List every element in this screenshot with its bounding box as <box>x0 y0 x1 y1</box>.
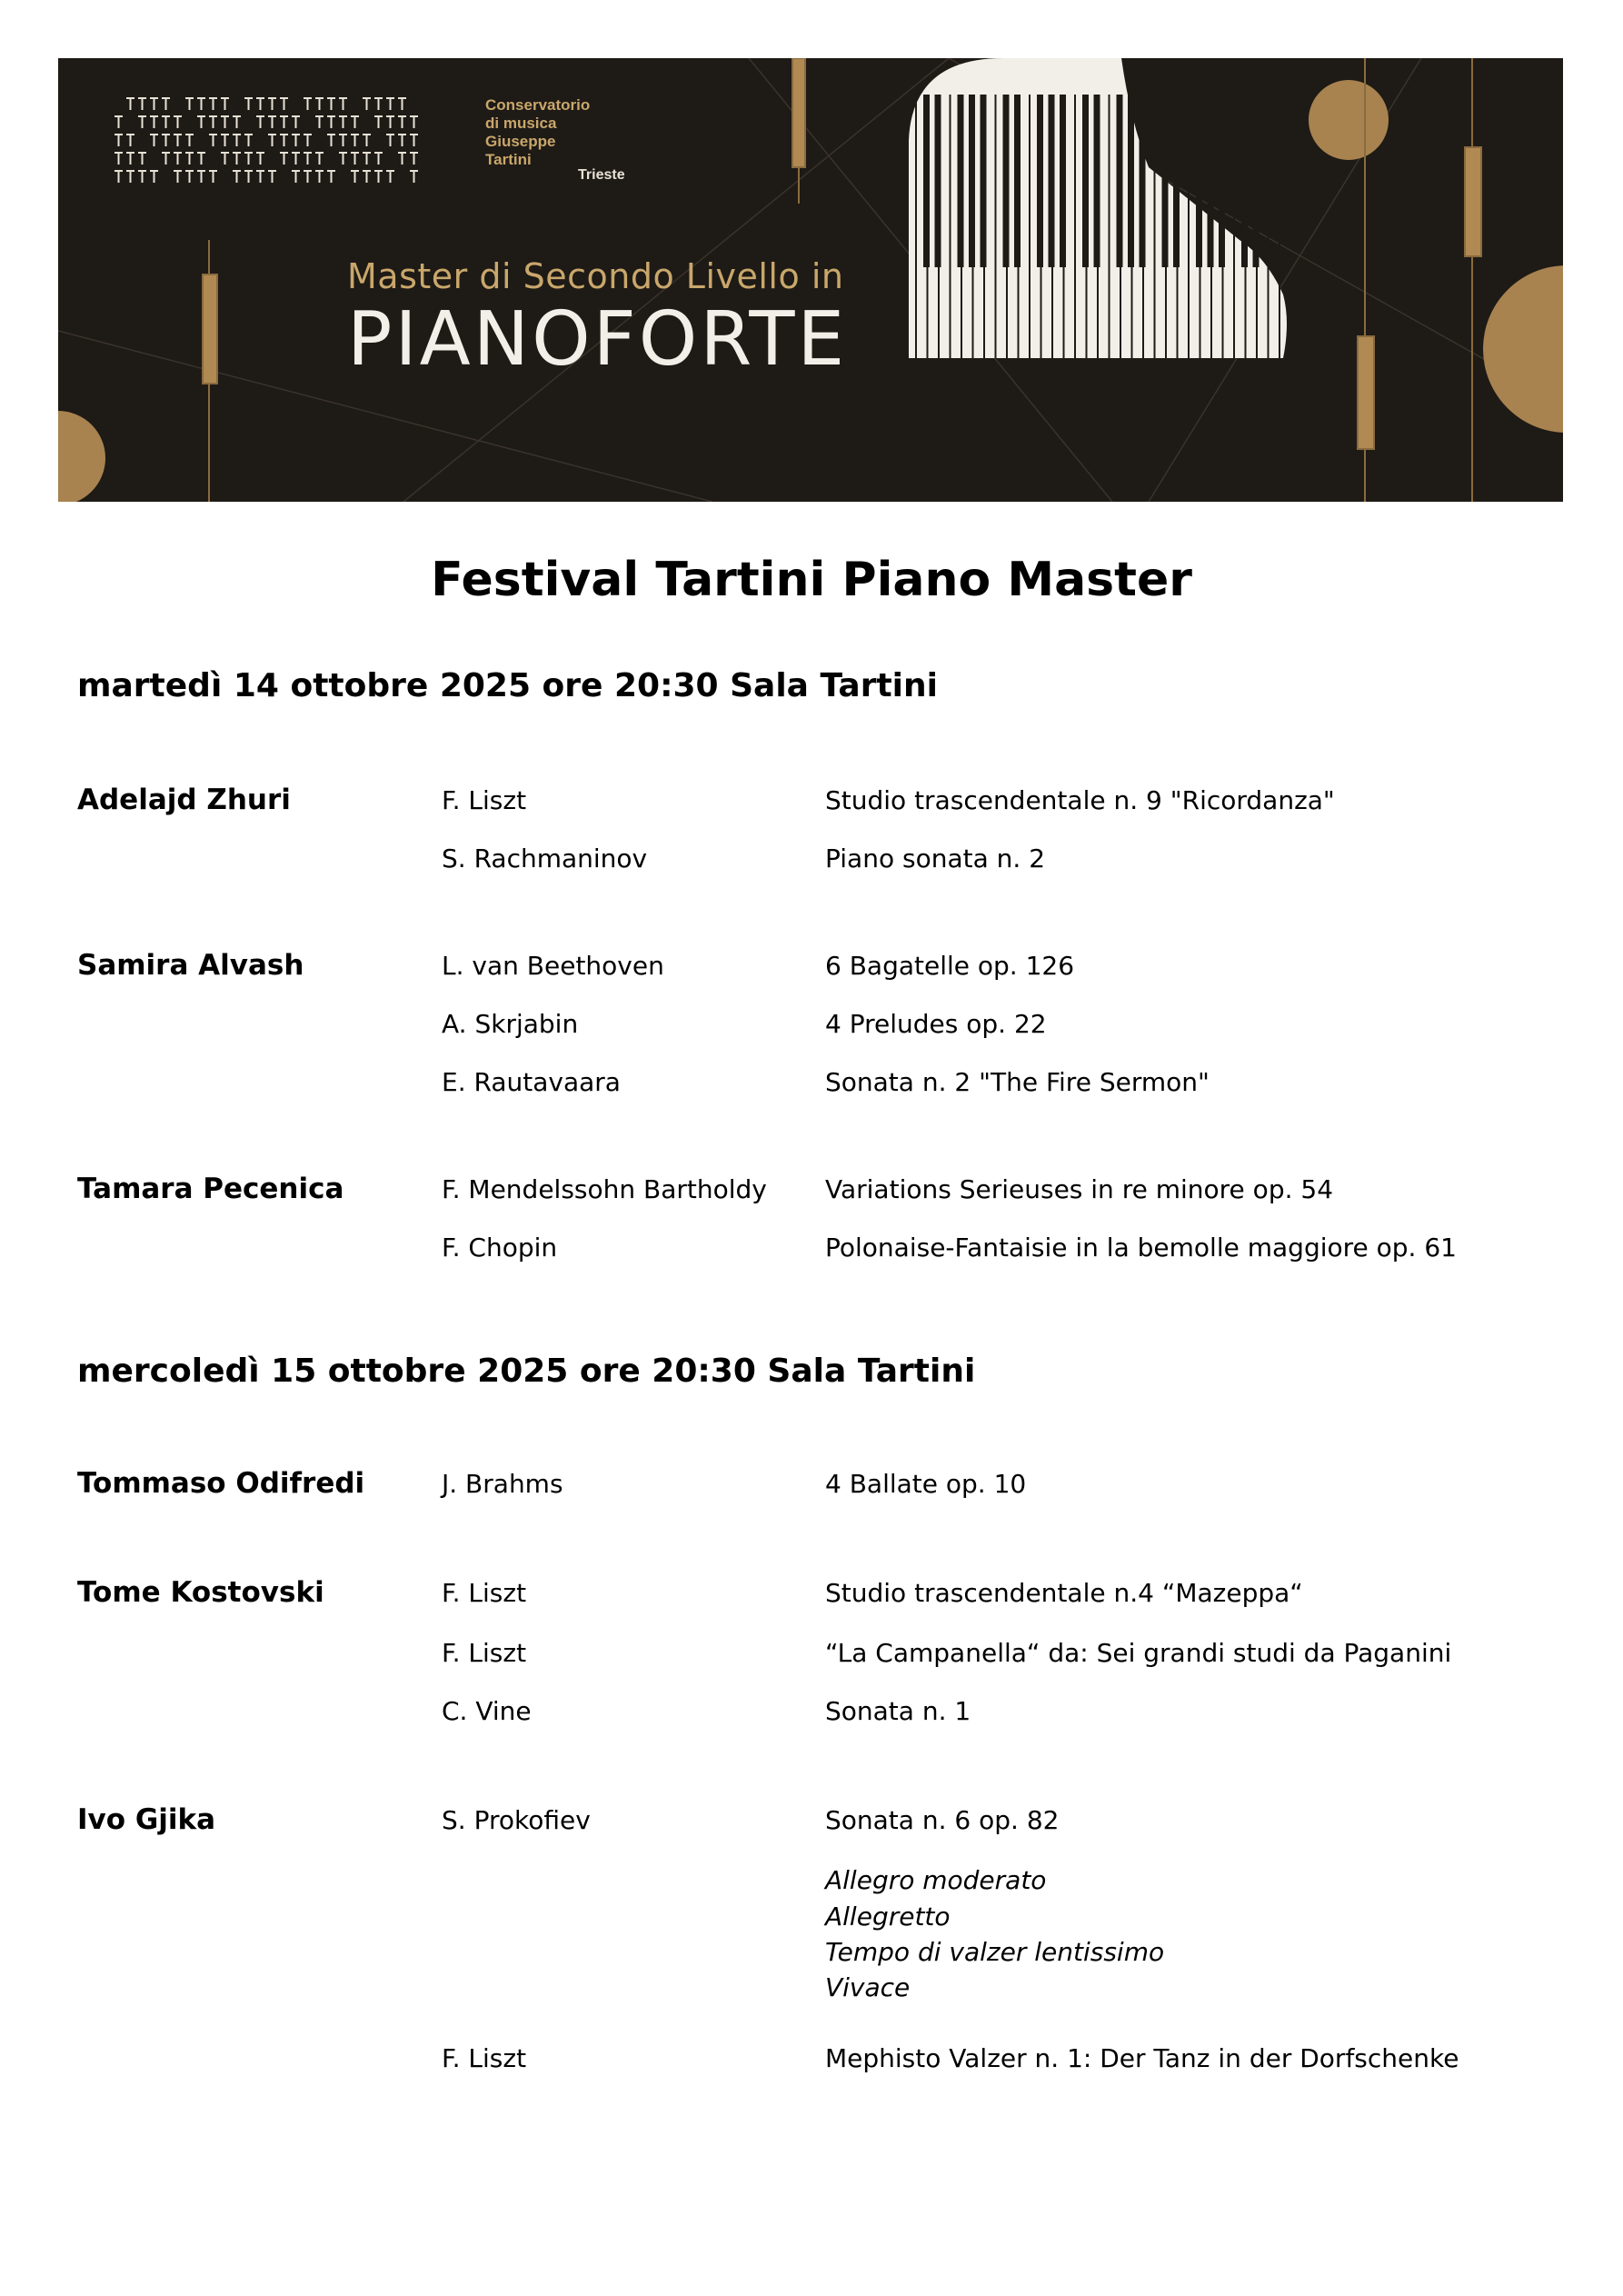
composer: F. Liszt <box>442 2043 527 2073</box>
banner-subtitle: Master di Secondo Livello in <box>347 256 844 296</box>
work-title: Studio trascendentale n.4 “Mazeppa“ <box>825 1578 1303 1608</box>
concert-date: martedì 14 ottobre 2025 ore 20:30 Sala Tartini <box>77 667 938 704</box>
composer: F. Mendelssohn Bartholdy <box>442 1174 767 1204</box>
work-title: Mephisto Valzer n. 1: Der Tanz in der Dorfschenke <box>825 2043 1459 2073</box>
performer-name: Tome Kostovski <box>77 1576 324 1609</box>
work-title: 4 Ballate op. 10 <box>825 1469 1027 1499</box>
movement: Vivace <box>825 1972 911 2002</box>
composer: F. Liszt <box>442 785 527 815</box>
movement: Allegro moderato <box>825 1865 1047 1895</box>
composer: C. Vine <box>442 1696 532 1726</box>
performer-name: Samira Alvash <box>77 949 304 982</box>
concert-date: mercoledì 15 ottobre 2025 ore 20:30 Sala Tartini <box>77 1353 976 1390</box>
composer: S. Rachmaninov <box>442 844 648 873</box>
performer-name: Ivo Gjika <box>77 1803 216 1836</box>
movement: Allegretto <box>825 1902 951 1932</box>
gold-circle-right <box>1483 265 1563 433</box>
composer: J. Brahms <box>442 1469 563 1499</box>
composer: F. Chopin <box>442 1233 558 1263</box>
work-title: Variations Serieuses in re minore op. 54 <box>825 1174 1334 1204</box>
composer: A. Skrjabin <box>442 1009 579 1039</box>
page-title: Festival Tartini Piano Master <box>431 553 1192 607</box>
work-title: Studio trascendentale n. 9 "Ricordanza" <box>825 785 1335 815</box>
work-title: Sonata n. 2 "The Fire Sermon" <box>825 1067 1210 1097</box>
performer-name: Adelajd Zhuri <box>77 784 291 816</box>
grand-piano-icon <box>909 58 1287 358</box>
composer: F. Liszt <box>442 1578 527 1608</box>
composer: E. Rautavaara <box>442 1067 621 1097</box>
banner-main-title: PIANOFORTE <box>347 296 848 383</box>
gold-circle-top <box>1309 80 1389 160</box>
performer-name: Tamara Pecenica <box>77 1173 344 1205</box>
work-title: Sonata n. 6 op. 82 <box>825 1805 1060 1835</box>
composer: S. Prokofiev <box>442 1805 591 1835</box>
movement: Tempo di valzer lentissimo <box>825 1937 1165 1967</box>
work-title: 4 Preludes op. 22 <box>825 1009 1047 1039</box>
work-title: Polonaise-Fantaisie in la bemolle maggiore op. 61 <box>825 1233 1457 1263</box>
performer-name: Tommaso Odifredi <box>77 1467 365 1500</box>
header-banner <box>58 58 1563 502</box>
institution-name: Conservatorio di musica Giuseppe Tartini <box>485 96 591 168</box>
conservatory-logo-icon <box>115 98 418 183</box>
work-title: Piano sonata n. 2 <box>825 844 1046 873</box>
work-title: Sonata n. 1 <box>825 1696 971 1726</box>
composer: F. Liszt <box>442 1638 527 1668</box>
work-title: 6 Bagatelle op. 126 <box>825 951 1075 981</box>
institution-city: Trieste <box>578 167 625 183</box>
gold-circle-left <box>58 411 105 502</box>
work-title: “La Campanella“ da: Sei grandi studi da Paganini <box>825 1638 1452 1668</box>
composer: L. van Beethoven <box>442 951 664 981</box>
